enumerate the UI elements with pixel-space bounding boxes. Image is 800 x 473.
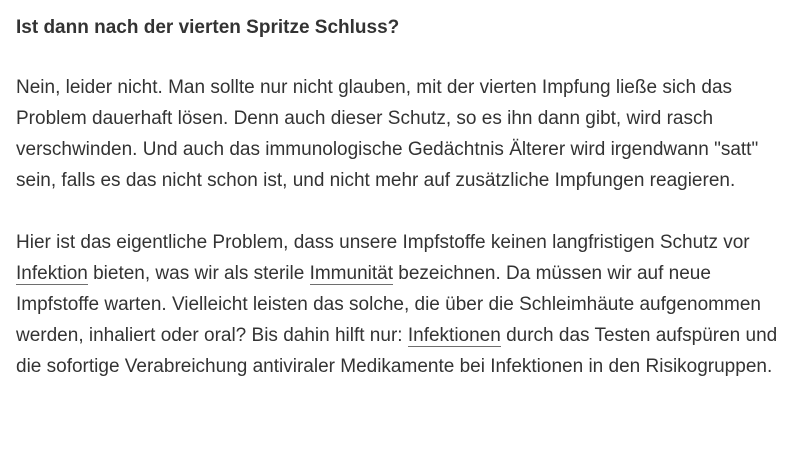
section-heading: Ist dann nach der vierten Spritze Schluss? [16,17,400,38]
paragraph-2 [16,227,792,382]
paragraph-2-text-3: bezeichnen. Da müssen wir auf neue Impfstoffe warten. Vielleicht leisten das solche, die über die Schleimhäute aufgenommen werden, inhaliert oder oral? Bis dahin hilft nur: [16,263,761,346]
article-body [16,0,792,382]
link-immunitaet[interactable]: Immunität [309,263,393,284]
paragraph-2-text-4: durch das Testen aufspüren und die sofortige Verabreichung antiviraler Medikamente bei Infektionen in den Risikogruppen. [16,325,778,377]
link-infektion[interactable]: Infektion [16,263,88,284]
paragraph-2-text-2: bieten, was wir als sterile [87,263,310,284]
paragraph-1: Nein, leider nicht. Man sollte nur nicht glauben, mit der vierten Impfung ließe sich das Problem dauerhaft lösen. Denn auch dieser Schutz, so es ihn dann gibt, wird rasch verschwinden. Und auch das immunologische Gedächtnis Älterer wird irgendwann "satt" sein, falls es das nicht schon ist, und nicht mehr auf zusätzliche Impfungen reagieren. [16,77,759,191]
paragraph-2-text-1: Hier ist das eigentliche Problem, dass unsere Impfstoffe keinen langfristigen Schutz vor [16,232,750,253]
link-infektionen[interactable]: Infektionen [407,325,501,346]
